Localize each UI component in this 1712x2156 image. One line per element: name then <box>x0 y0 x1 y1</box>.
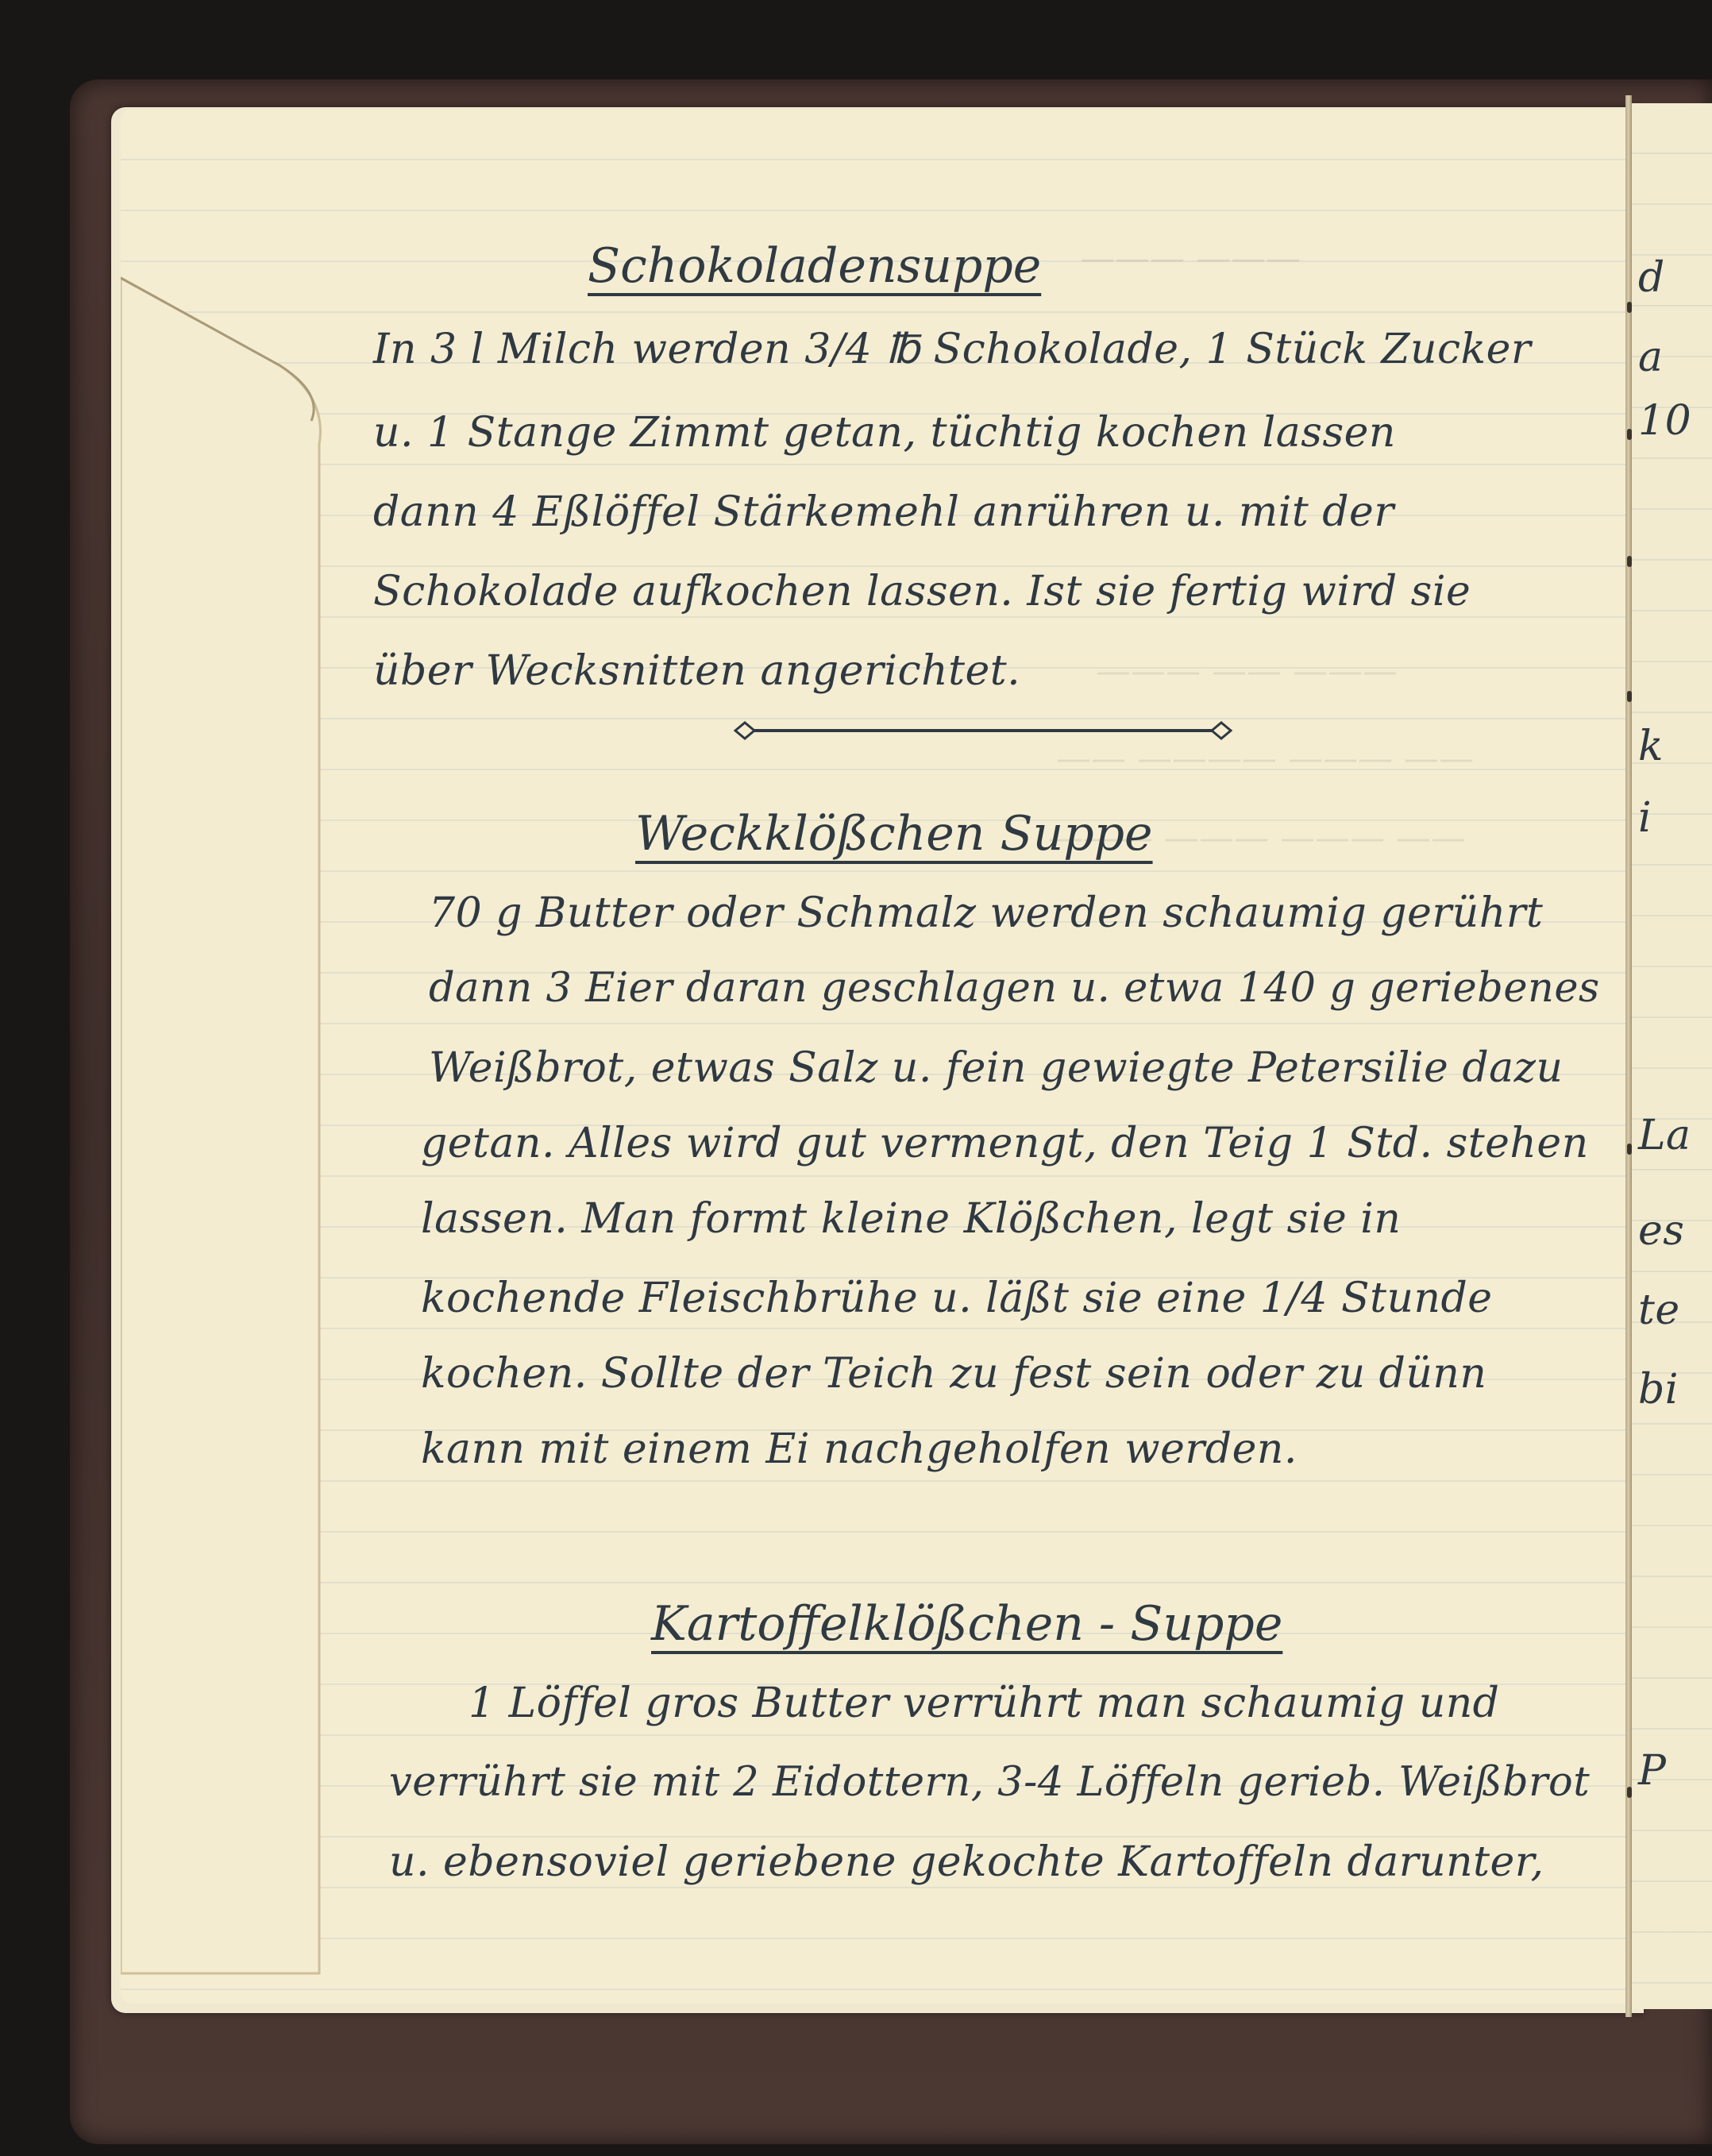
facing-fragment: a <box>1638 334 1664 381</box>
recipe-line: dann 4 Eßlöffel Stärkemehl anrühren u. mit der <box>373 488 1394 536</box>
recipe-line: 70 g Butter oder Schmalz werden schaumig gerührt <box>429 889 1544 937</box>
recipe-title: Kartoffelklößchen - Suppe <box>651 1596 1283 1652</box>
recipe-line: kochende Fleischbrühe u. läßt sie eine 1/4 Stunde <box>421 1275 1493 1322</box>
recipe-line: über Wecksnitten angerichtet. <box>373 647 1021 695</box>
facing-fragment: te <box>1638 1286 1680 1334</box>
recipe-line: In 3 l Milch werden 3/4 ℔ Schokolade, 1 Stück Zucker <box>373 326 1532 373</box>
recipe-line: Weißbrot, etwas Salz u. fein gewiegte Petersilie dazu <box>429 1044 1564 1092</box>
facing-fragment: 10 <box>1638 397 1692 445</box>
recipe-line: dann 3 Eier daran geschlagen u. etwa 140 g geriebenes <box>429 965 1600 1012</box>
recipe-line: u. ebensoviel geriebene gekochte Kartoffeln darunter, <box>389 1838 1544 1886</box>
section-divider <box>729 719 1237 742</box>
recipe-line: kochen. Sollte der Teich zu fest sein oder zu dünn <box>421 1350 1487 1398</box>
facing-fragment: d <box>1638 254 1665 302</box>
recipe-line: getan. Alles wird gut vermengt, den Teig 1 Std. stehen <box>421 1120 1589 1167</box>
recipe-title: Schokoladensuppe <box>588 238 1042 294</box>
recipe-line: kann mit einem Ei nachgeholfen werden. <box>421 1425 1297 1473</box>
facing-fragment: k <box>1638 723 1664 770</box>
recipe-line: u. 1 Stange Zimmt getan, tüchtig kochen lassen <box>373 409 1396 457</box>
facing-fragment: La <box>1638 1112 1691 1159</box>
facing-fragment: bi <box>1638 1366 1679 1414</box>
facing-fragment: i <box>1638 794 1652 842</box>
recipe-line: 1 Löffel gros Butter verrührt man schaumig und <box>468 1680 1500 1727</box>
facing-fragment: es <box>1638 1207 1685 1255</box>
recipe-line: verrührt sie mit 2 Eidottern, 3-4 Löffeln gerieb. Weißbrot <box>389 1759 1591 1806</box>
recipe-line: lassen. Man formt kleine Klößchen, legt sie in <box>421 1195 1402 1243</box>
recipe-title: Weckklößchen Suppe <box>635 806 1153 862</box>
recipe-line: Schokolade aufkochen lassen. Ist sie fertig wird sie <box>373 568 1471 615</box>
facing-fragment: P <box>1638 1747 1667 1795</box>
